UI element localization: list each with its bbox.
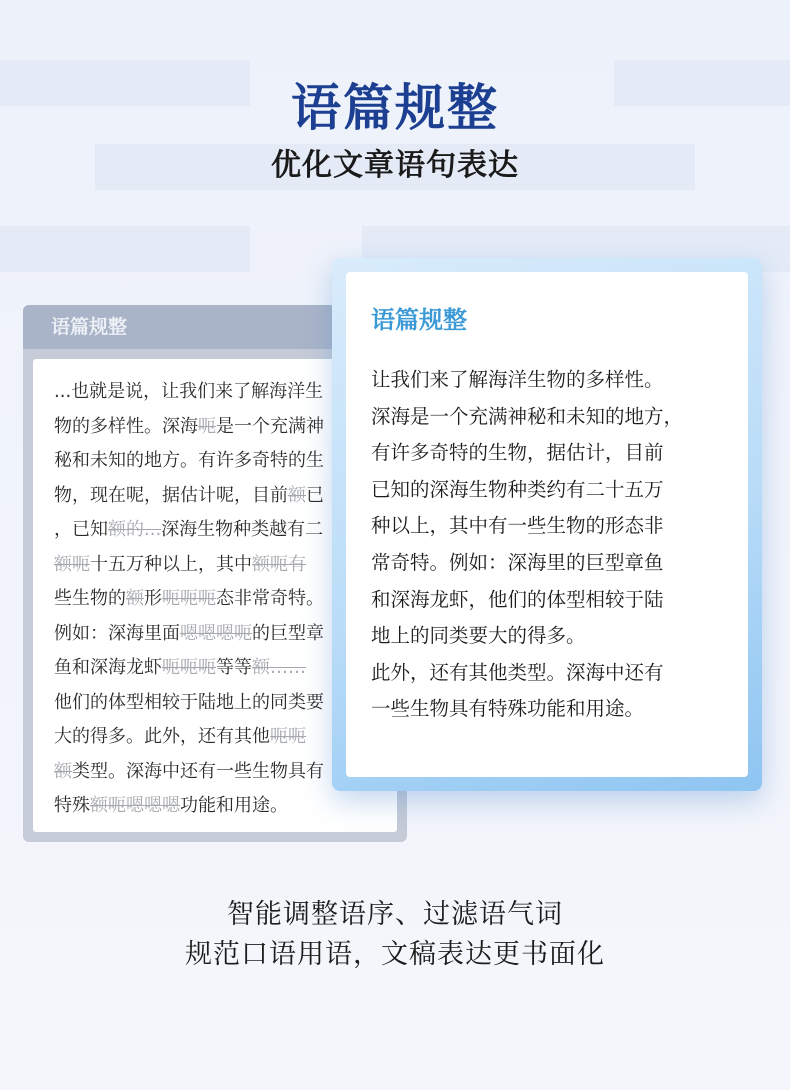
raw-text-segment: ...也就是说，让我们来了解海洋生 bbox=[54, 381, 324, 402]
clean-text-line: 深海是一个充满神秘和未知的地方， bbox=[371, 404, 684, 428]
raw-text-segment: 类型。深海中还有一些生物具有 bbox=[72, 760, 324, 782]
page-title: 语篇规整 bbox=[291, 79, 499, 137]
clean-text-line: 种以上，其中有一些生物的形态非 bbox=[371, 514, 664, 538]
clean-card-title: 语篇规整 bbox=[371, 306, 467, 334]
removed-filler-word: 呃呃呃 bbox=[162, 588, 216, 609]
clean-text-card bbox=[332, 258, 762, 791]
raw-text-line bbox=[54, 789, 397, 824]
removed-filler-word: 额 bbox=[54, 760, 72, 782]
feature-caption-line-1: 智能调整语序、过滤语气词 bbox=[227, 899, 563, 930]
clean-card-body bbox=[346, 272, 748, 777]
removed-filler-word: 嗯嗯嗯呃 bbox=[180, 622, 252, 644]
raw-text-segment: 例如：深海里面 bbox=[54, 622, 180, 644]
raw-text-segment: 已 bbox=[306, 484, 324, 506]
clean-text-line: 一些生物具有特殊功能和用途。 bbox=[371, 697, 645, 721]
raw-text-segment: ，已知 bbox=[54, 519, 108, 540]
raw-text-segment: 特殊 bbox=[54, 795, 90, 816]
raw-text-segment: 鱼和深海龙虾 bbox=[54, 657, 162, 678]
raw-text-segment: 他们的体型相较于陆地上的同类要 bbox=[54, 691, 324, 713]
removed-filler-word: 呃呃 bbox=[270, 726, 306, 747]
clean-text-line: 常奇特。例如：深海里的巨型章鱼 bbox=[371, 550, 664, 574]
raw-text-segment: 深海生物种类越有二 bbox=[161, 519, 324, 540]
removed-filler-word: 额呃有 bbox=[252, 553, 306, 575]
raw-text-segment: 是一个充满神 bbox=[216, 415, 324, 437]
clean-text-line: 和深海龙虾，他们的体型相较于陆 bbox=[371, 587, 664, 611]
raw-text-segment: 功能和用途。 bbox=[180, 795, 288, 816]
removed-filler-word: 额呃 bbox=[54, 553, 90, 575]
raw-text-segment: 的巨型章 bbox=[252, 622, 324, 644]
clean-text-line: 让我们来了解海洋生物的多样性。 bbox=[371, 368, 664, 391]
raw-text-segment: 形 bbox=[144, 588, 162, 609]
page-subtitle: 优化文章语句表达 bbox=[271, 148, 519, 183]
removed-filler-word: 额…… bbox=[252, 657, 306, 678]
removed-filler-word: 额 bbox=[288, 484, 306, 506]
removed-filler-word: 额呃嗯嗯嗯 bbox=[90, 795, 180, 816]
raw-text-segment: 秘和未知的地方。有许多奇特的生 bbox=[54, 450, 324, 471]
clean-text-line: 已知的深海生物种类约有二十五万 bbox=[371, 477, 664, 501]
raw-text-segment: 十五万种以上，其中 bbox=[90, 553, 252, 575]
bg-strip bbox=[0, 226, 250, 272]
removed-filler-word: 呃呃呃 bbox=[162, 657, 216, 678]
raw-text-segment: 物，现在呢，据估计呢，目前 bbox=[54, 484, 288, 506]
removed-filler-word: 额 bbox=[126, 588, 144, 609]
raw-card-title: 语篇规整 bbox=[51, 316, 128, 338]
removed-filler-word: 呃 bbox=[198, 415, 216, 437]
raw-text-segment: 些生物的 bbox=[54, 588, 126, 609]
clean-text-content bbox=[371, 362, 741, 728]
raw-text-segment: 等等 bbox=[216, 657, 252, 678]
raw-text-segment: 态非常奇特。 bbox=[216, 588, 324, 609]
removed-filler-word: 额的... bbox=[108, 519, 162, 540]
clean-text-line: 地上的同类要大的得多。 bbox=[371, 624, 586, 648]
raw-text-segment: 物的多样性。深海 bbox=[54, 415, 198, 437]
raw-text-segment: 大的得多。此外，还有其他 bbox=[54, 726, 270, 747]
clean-text-line: 此外，还有其他类型。深海中还有 bbox=[371, 660, 664, 684]
feature-caption-line-2: 规范口语用语，文稿表达更书面化 bbox=[185, 939, 605, 970]
clean-text-line: 有许多奇特的生物，据估计，目前 bbox=[371, 441, 664, 465]
